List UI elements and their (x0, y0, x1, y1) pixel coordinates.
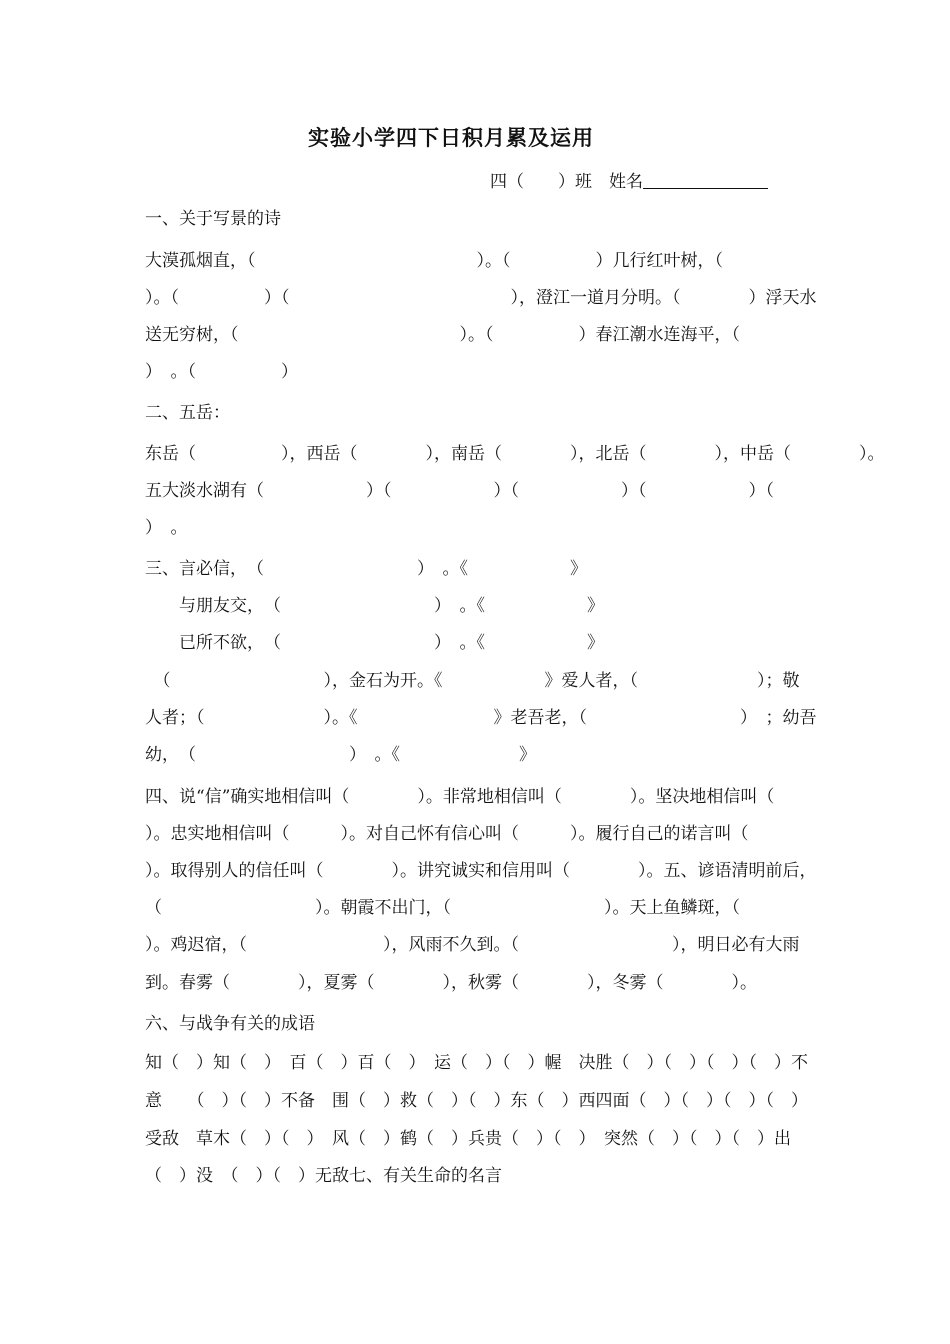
text-line: 已所不欲， （ ） 。《 》 (145, 633, 604, 653)
text-line: ）。鸡迟宿，（ ），风雨不久到。（ ），明日必有大雨 (145, 935, 800, 955)
text-line: 与朋友交， （ ） 。《 》 (145, 596, 604, 616)
name-blank[interactable] (643, 172, 768, 189)
text-line: ）。取得别人的信任叫（ ）。讲究诚实和信用叫（ ）。五、谚语清明前后， (145, 861, 817, 881)
section-heading-4: 四、说“信”确实地相信叫（ ）。非常地相信叫（ ）。坚决地相信叫（ (145, 787, 775, 807)
text-line: 知（ ）知（ ） 百（ ）百（ ） 运（ ）（ ）幄 决胜（ ）（ ）（ ）（ ）不 (145, 1053, 808, 1073)
section-heading-1: 一、关于写景的诗 (145, 209, 281, 229)
text-line: （ ）没 （ ）（ ）无敌七、有关生命的名言 (145, 1166, 502, 1186)
class-name-line (490, 167, 768, 192)
text-line: ）。（ ）（ ），澄江一道月分明。（ ）浮天水 (145, 288, 817, 308)
text-line: ）。忠实地相信叫（ ）。对自己怀有信心叫（ ）。履行自己的诺言叫（ (145, 824, 749, 844)
text-line: 东岳（ ），西岳（ ），南岳（ ），北岳（ ），中岳（ ）。 (145, 444, 885, 464)
text-line: 到。春雾（ ），夏雾（ ），秋雾（ ），冬雾（ ）。 (145, 973, 757, 993)
page-title: 实验小学四下日积月累及运用 (308, 125, 594, 150)
text-line: （ ），金石为开。《 》爱人者，（ ）；敬 (145, 671, 800, 691)
text-line: 五大淡水湖有（ ）（ ）（ ）（ ）（ (145, 481, 774, 501)
text-line: ） 。 (145, 518, 188, 538)
text-line: （ ）。朝霞不出门，（ ）。天上鱼鳞斑，（ (145, 898, 740, 918)
text-line: 受敌 草木（ ）（ ） 风（ ）鹤（ ）兵贵（ ）（ ） 突然（ ）（ ）（ ）出 (145, 1129, 791, 1149)
text-line: 送无穷树，（ ）。（ ）春江潮水连海平，（ (145, 325, 740, 345)
text-line: 大漠孤烟直，（ ）。（ ）几行红叶树，（ (145, 251, 723, 271)
text-line: ） 。（ ） (145, 362, 298, 382)
class-label: 四（ ）班 姓名 (490, 172, 643, 192)
section-heading-2: 二、五岳： (145, 403, 230, 423)
text-line: 意 （ ）（ ）不备 围（ ）救（ ）（ ）东（ ）西四面（ ）（ ）（ ）（ ） (145, 1091, 808, 1111)
section-heading-6: 六、与战争有关的成语 (145, 1014, 315, 1034)
text-line: 人者；（ ）。《 》老吾老，（ ） ；幼吾 (145, 708, 817, 728)
section-heading-3: 三、言必信， （ ） 。《 》 (145, 559, 587, 579)
text-line: 幼， （ ） 。《 》 (145, 745, 536, 765)
